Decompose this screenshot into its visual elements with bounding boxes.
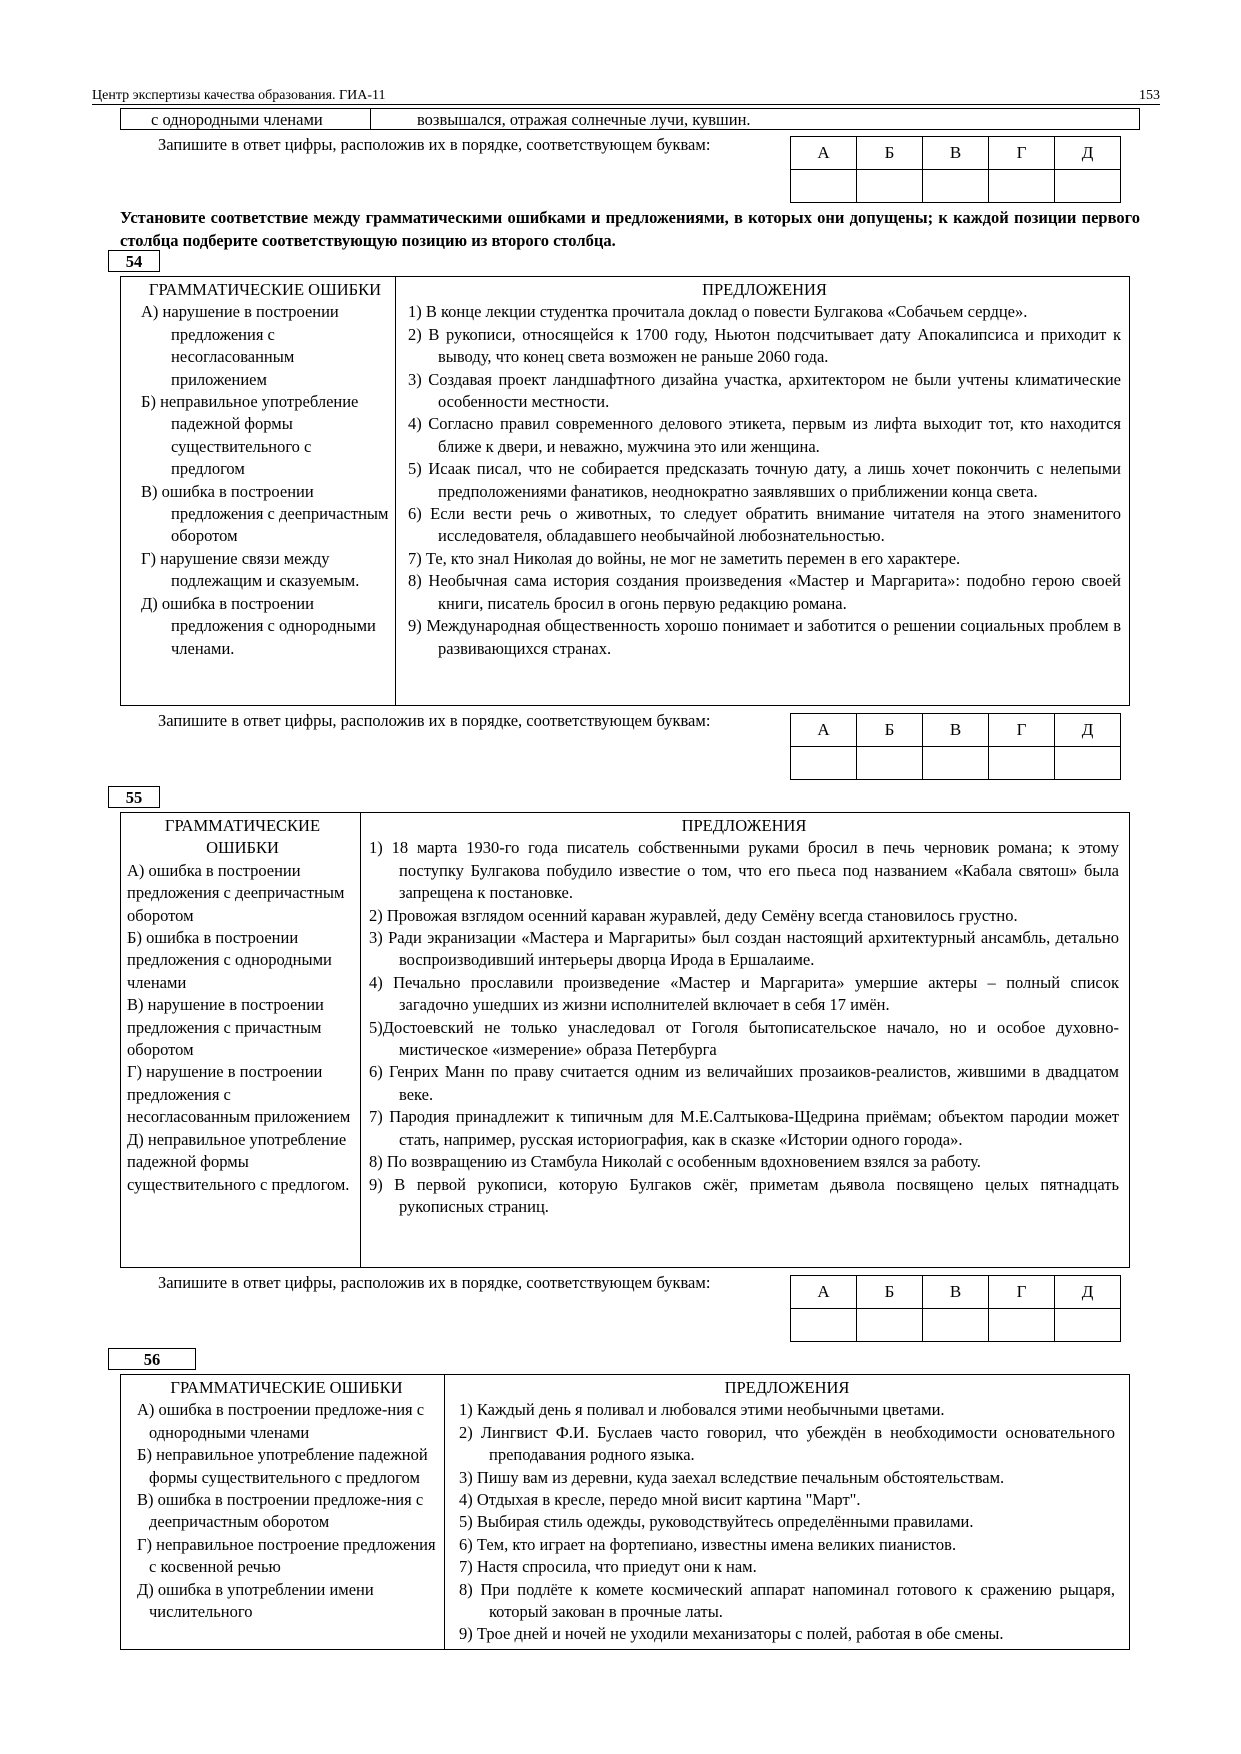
sentence-item: 7) Те, кто знал Николая до войны, не мог не заметить перемен в его характере. <box>408 548 961 568</box>
answer-grid <box>790 136 1121 203</box>
page-number: 153 <box>1139 88 1160 103</box>
answer-letter: В <box>923 714 989 747</box>
answer-cell[interactable] <box>791 747 857 780</box>
sentence-item: 8) При подлёте к комете космический аппарат напоминал готового к сражению рыцаря, который закован в прочные латы. <box>459 1579 1115 1622</box>
answer-letter: В <box>923 137 989 170</box>
error-item: Г) неправильное построение предложения с косвенной речью <box>137 1534 436 1577</box>
answer-letter: А <box>791 1276 857 1309</box>
previous-row-right: возвышался, отражая солнечные лучи, кувшин. <box>417 110 751 129</box>
sentence-item: 6) Тем, кто играет на фортепиано, известны имена великих пианистов. <box>459 1534 957 1554</box>
answer-letter: А <box>791 137 857 170</box>
answer-cell[interactable] <box>989 170 1055 203</box>
errors-column <box>121 1375 445 1649</box>
answer-letter: Г <box>989 1276 1055 1309</box>
error-item: В) ошибка в построении предложе-ния с деепричастным оборотом <box>137 1490 424 1532</box>
sentence-item: 4) Отдыхая в кресле, передо мной висит картина "Март". <box>459 1490 861 1510</box>
sentence-item: 9) Трое дней и ночей не уходили механизаторы с полей, работая в обе смены. <box>459 1624 1004 1644</box>
answer-instruction: Запишите в ответ цифры, расположив их в порядке, соответствующем буквам: <box>158 1273 711 1292</box>
error-item: Г) нарушение связи между подлежащим и сказуемым. <box>141 548 360 591</box>
sentences-header: ПРЕДЛОЖЕНИЯ <box>724 1378 850 1397</box>
sentence-item: 1) В конце лекции студентка прочитала доклад о повести Булгакова «Собачьем сердце». <box>408 302 1028 322</box>
sentence-item: 7) Настя спросила, что приедут они к нам. <box>459 1557 757 1577</box>
sentence-item: 9) В первой рукописи, которую Булгаков сжёг, приметам дьявола посвящено целых пятнадцать рукописных страниц. <box>369 1174 1119 1216</box>
sentence-item: 2) В рукописи, относящейся к 1700 году, Ньютон подсчитывает дату Апокалипсиса и приходит к выводу, что конец света возможен не раньше 2060 года. <box>408 324 1121 367</box>
answer-grid <box>790 713 1121 780</box>
sentences-column <box>396 277 1129 705</box>
error-item: А) нарушение в построении предложения с несогласованным приложением <box>141 302 339 389</box>
sentence-item: 4) Согласно правил современного делового этикета, первым из лифта выходит тот, кто находится ближе к двери, и неважно, мужчина это или женщина. <box>408 414 1121 456</box>
sentence-item: 5) Выбирая стиль одежды, руководствуйтесь определёнными правилами. <box>459 1512 974 1532</box>
error-item: А) ошибка в построении предложения с деепричастным оборотом <box>127 860 345 925</box>
task-55-table <box>120 812 1130 1268</box>
sentence-item: 1) Каждый день я поливал и любовался этими необычными цветами. <box>459 1400 945 1420</box>
answer-cell[interactable] <box>989 1309 1055 1342</box>
answer-letter: А <box>791 714 857 747</box>
answer-instruction: Запишите в ответ цифры, расположив их в порядке, соответствующем буквам: <box>158 711 711 730</box>
answer-letter: Г <box>989 714 1055 747</box>
errors-header: ГРАММАТИЧЕСКИЕ ОШИБКИ <box>148 280 382 299</box>
error-item: Д) неправильное употребление падежной формы существительного с предлогом. <box>127 1129 350 1194</box>
answer-letter: Д <box>1055 714 1121 747</box>
sentences-header: ПРЕДЛОЖЕНИЯ <box>681 816 807 835</box>
answer-cell[interactable] <box>923 170 989 203</box>
errors-header: ГРАММАТИЧЕСКИЕ ОШИБКИ <box>164 816 321 858</box>
error-item: В) нарушение в построении предложения с причастным оборотом <box>127 995 324 1060</box>
sentence-item: 8) По возвращению из Стамбула Николай с особенным вдохновением взялся за работу. <box>369 1152 981 1172</box>
answer-letter: Д <box>1055 137 1121 170</box>
error-item: Г) нарушение в построении предложения с несогласованным приложением <box>127 1062 351 1127</box>
answer-instruction: Запишите в ответ цифры, расположив их в порядке, соответствующем буквам: <box>158 135 711 154</box>
header-title: Центр экспертизы качества образования. ГИА-11 <box>92 88 386 103</box>
sentences-header: ПРЕДЛОЖЕНИЯ <box>702 280 827 299</box>
answer-letter: Б <box>857 714 923 747</box>
answer-letter: В <box>923 1276 989 1309</box>
sentence-item: 6) Генрих Манн по праву считается одним из величайших прозаиков-реалистов, жившими в двадцатом веке. <box>369 1062 1119 1104</box>
sentences-column <box>361 813 1129 1267</box>
error-item: Б) ошибка в построении предложения с однородными членами <box>127 928 332 992</box>
previous-row-left: с однородными членами <box>121 109 371 129</box>
answer-cell[interactable] <box>857 170 923 203</box>
answer-letter: Г <box>989 137 1055 170</box>
page-header <box>92 88 1160 105</box>
task-statement: Установите соответствие между грамматическими ошибками и предложениями, в которых они допущены; к каждой позиции первого столбца подберите соответствующую позицию из второго столбца. <box>120 208 1140 250</box>
answer-cell[interactable] <box>923 1309 989 1342</box>
sentence-item: 5) Исаак писал, что не собирается предсказать точную дату, а лишь хочет покончить с нелепыми предположениями фанатиков, неоднократно заявлявших о приближении конца света. <box>408 459 1121 501</box>
previous-table-row <box>120 108 1140 130</box>
errors-column <box>121 813 361 1267</box>
task-number: 56 <box>108 1348 196 1370</box>
answer-grid <box>790 1275 1121 1342</box>
error-item: А) ошибка в построении предложе-ния с однородными членами <box>137 1400 425 1442</box>
errors-header: ГРАММАТИЧЕСКИЕ ОШИБКИ <box>170 1378 403 1397</box>
sentence-item: 8) Необычная сама история создания произведения «Мастер и Маргарита»: подобно герою своей книги, писатель бросил в огонь первую редакцию романа. <box>408 571 1121 613</box>
errors-column <box>121 277 396 705</box>
answer-cell[interactable] <box>923 747 989 780</box>
task-number: 54 <box>108 250 160 272</box>
answer-cell[interactable] <box>1055 747 1121 780</box>
answer-cell[interactable] <box>857 1309 923 1342</box>
task-54-table <box>120 276 1130 706</box>
sentences-column <box>445 1375 1129 1649</box>
sentence-item: 4) Печально прославили произведение «Мастер и Маргарита» умершие актеры – полный список загадочно ушедших из жизни исполнителей включает в себя 17 имён. <box>369 972 1119 1015</box>
answer-letter: Б <box>857 137 923 170</box>
error-item: Б) неправильное употребление падежной формы существительного с предлогом <box>141 392 359 479</box>
sentence-item: 3) Создавая проект ландшафтного дизайна участка, архитектором не были учтены климатические особенности местности. <box>408 369 1121 412</box>
sentence-item: 2) Лингвист Ф.И. Буслаев часто говорил, что убеждён в необходимости основательного преподавания родного языка. <box>459 1422 1115 1465</box>
answer-letter: Д <box>1055 1276 1121 1309</box>
error-item: Б) неправильное употребление падежной формы существительного с предлогом <box>137 1445 428 1487</box>
sentence-item: 6) Если вести речь о животных, то следует обратить внимание читателя на этого знаменитого исследователя, обладавшего необычайной любознательностью. <box>408 504 1121 546</box>
answer-letter: Б <box>857 1276 923 1309</box>
answer-cell[interactable] <box>1055 1309 1121 1342</box>
sentence-item: 1) 18 марта 1930-го года писатель собственными руками бросил в печь черновик романа; к этому поступку Булгакова побудило известие о том, что его пьеса под названием «Кабала святош» была запрещена к постановке. <box>369 838 1119 903</box>
error-item: В) ошибка в построении предложения с деепричастным оборотом <box>141 481 389 546</box>
sentence-item: 7) Пародия принадлежит к типичным для М.Е.Салтыкова-Щедрина приёмам; объектом пародии может стать, например, русская историография, как в сказке «Истории одного города». <box>369 1107 1119 1149</box>
task-56-table <box>120 1374 1130 1650</box>
answer-cell[interactable] <box>791 170 857 203</box>
sentence-item: 3) Пишу вам из деревни, куда заехал вследствие печальным обстоятельствам. <box>459 1467 1005 1487</box>
answer-cell[interactable] <box>1055 170 1121 203</box>
task-number: 55 <box>108 786 160 808</box>
error-item: Д) ошибка в употреблении имени числительного <box>137 1579 374 1622</box>
answer-cell[interactable] <box>857 747 923 780</box>
error-item: Д) ошибка в построении предложения с однородными членами. <box>141 593 376 658</box>
sentence-item: 2) Провожая взглядом осенний караван журавлей, деду Семёну всегда становилось грустно. <box>369 905 1018 925</box>
sentence-item: 5)Достоевский не только унаследовал от Гоголя бытописательское начало, но и особое духовно-мистическое «измерение» образа Петербурга <box>369 1017 1119 1060</box>
answer-cell[interactable] <box>791 1309 857 1342</box>
sentence-item: 9) Международная общественность хорошо понимает и заботится о решении социальных проблем в развивающихся странах. <box>408 616 1121 658</box>
sentence-item: 3) Ради экранизации «Мастера и Маргариты» был создан настоящий архитектурный ансамбль, детально воспроизводивший интерьеры дворца Ирода в Ершалаиме. <box>369 928 1119 970</box>
answer-cell[interactable] <box>989 747 1055 780</box>
